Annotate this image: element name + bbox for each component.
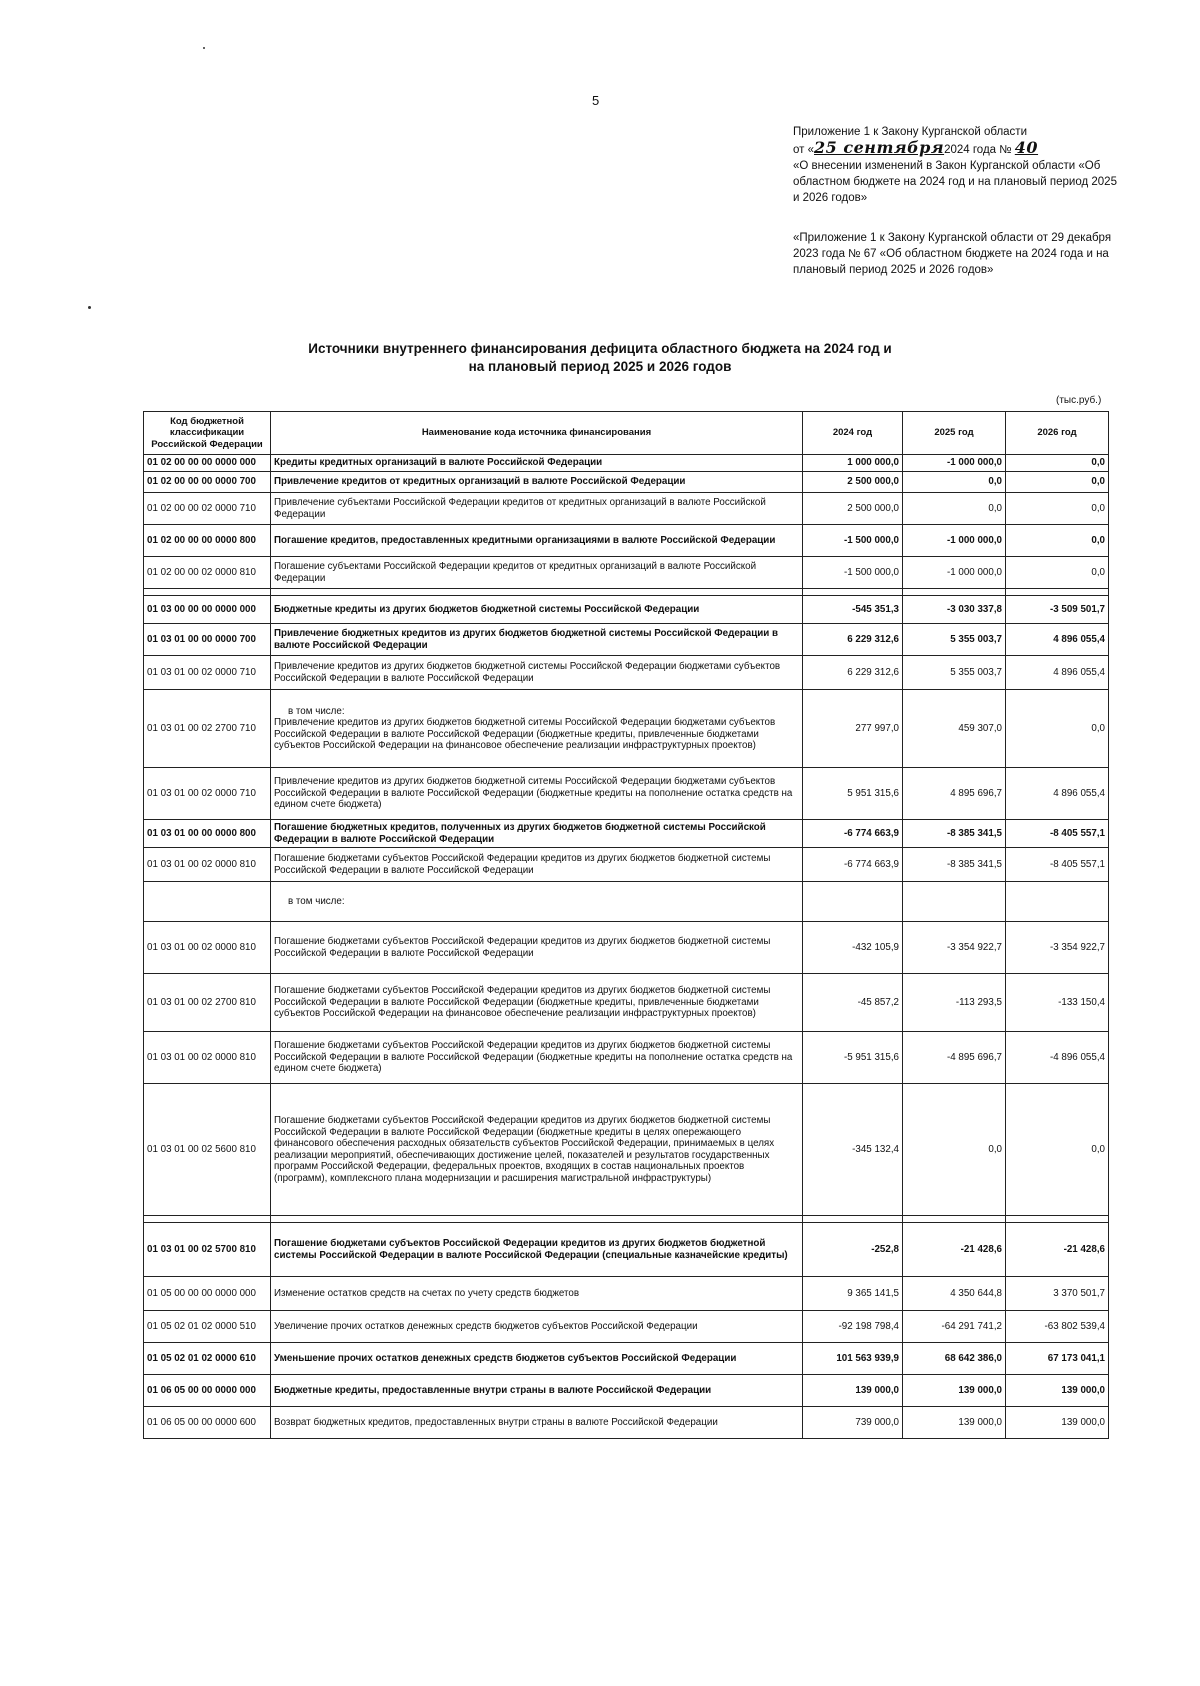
cell-name [271, 525, 803, 557]
table-row [144, 848, 1109, 882]
spacer-cell [803, 1216, 903, 1223]
cell-code: 01 03 01 00 02 0000 710 [144, 656, 271, 690]
cell-2024: 101 563 939,9 [803, 1343, 903, 1375]
header-2024: 2024 год [803, 412, 903, 455]
cell-name-text: Погашение кредитов, предоставленных кредитными организациями в валюте Российской Федерации [274, 534, 776, 546]
table-row [144, 596, 1109, 624]
cell-2026: -8 405 557,1 [1006, 820, 1109, 848]
cell-name [271, 1277, 803, 1311]
annex-line-3: «О внесении изменений в Закон Курганской области «Об областном бюджете на 2024 год и на плановый период 2025 и 2026 годов» [793, 160, 1117, 204]
cell-name [271, 1223, 803, 1277]
cell-2026: 0,0 [1006, 472, 1109, 493]
cell-code: 01 03 01 00 00 0000 700 [144, 624, 271, 656]
table-row [144, 557, 1109, 589]
cell-2026: 0,0 [1006, 690, 1109, 768]
cell-2024: 6 229 312,6 [803, 624, 903, 656]
cell-2026: -21 428,6 [1006, 1223, 1109, 1277]
cell-name [271, 493, 803, 525]
spacer-cell [144, 589, 271, 596]
cell-2024: -5 951 315,6 [803, 1032, 903, 1084]
cell-2026: 4 896 055,4 [1006, 768, 1109, 820]
table-row [144, 1032, 1109, 1084]
header-name: Наименование кода источника финансирования [271, 412, 803, 455]
cell-2024: -252,8 [803, 1223, 903, 1277]
title-line-1: Источники внутреннего финансирования дефицита областного бюджета на 2024 год и [308, 341, 892, 356]
annex-line-1: Приложение 1 к Закону Курганской области [793, 126, 1027, 138]
cell-name [271, 1343, 803, 1375]
cell-name [271, 1375, 803, 1407]
scan-speck [88, 306, 91, 309]
cell-2024: -6 774 663,9 [803, 820, 903, 848]
cell-code: 01 05 00 00 00 0000 000 [144, 1277, 271, 1311]
cell-name [271, 820, 803, 848]
cell-2024: -1 500 000,0 [803, 525, 903, 557]
cell-2026: 139 000,0 [1006, 1407, 1109, 1439]
cell-code: 01 02 00 00 02 0000 710 [144, 493, 271, 525]
cell-name-text: Погашение бюджетами субъектов Российской Федерации кредитов из других бюджетов бюджетной системы Российской Федерации в валюте Российской Федерации [274, 853, 771, 876]
cell-2024: -345 132,4 [803, 1084, 903, 1216]
cell-2024: 2 500 000,0 [803, 472, 903, 493]
table-row [144, 1407, 1109, 1439]
cell-2024: 6 229 312,6 [803, 656, 903, 690]
including-label: в том числе: [288, 705, 345, 717]
cell-2026 [1006, 882, 1109, 922]
cell-2026: -4 896 055,4 [1006, 1032, 1109, 1084]
cell-name [271, 922, 803, 974]
cell-2025: 0,0 [903, 1084, 1006, 1216]
cell-name-text: Бюджетные кредиты из других бюджетов бюджетной системы Российской Федерации [274, 603, 700, 615]
cell-name [271, 974, 803, 1032]
cell-2024: 139 000,0 [803, 1375, 903, 1407]
table-row [144, 882, 1109, 922]
cell-name [271, 1407, 803, 1439]
table-spacer-row [144, 1216, 1109, 1223]
cell-name [271, 472, 803, 493]
cell-2025: 0,0 [903, 472, 1006, 493]
table-spacer-row [144, 589, 1109, 596]
table-row [144, 472, 1109, 493]
cell-2026: 0,0 [1006, 525, 1109, 557]
cell-name-text: Погашение субъектами Российской Федерации кредитов от кредитных организаций в валюте Российской Федерации [274, 561, 757, 584]
cell-name-text: Привлечение субъектами Российской Федерации кредитов от кредитных организаций в валюте Российской Федерации [274, 497, 766, 520]
cell-name-text: Уменьшение прочих остатков денежных средств бюджетов субъектов Российской Федерации [274, 1352, 737, 1364]
cell-2026: -8 405 557,1 [1006, 848, 1109, 882]
table-row [144, 690, 1109, 768]
cell-name [271, 768, 803, 820]
header-2026: 2026 год [1006, 412, 1109, 455]
table-header-row [144, 412, 1109, 455]
cell-code: 01 03 01 00 02 0000 810 [144, 848, 271, 882]
table-row [144, 922, 1109, 974]
title-line-2: на плановый период 2025 и 2026 годов [468, 359, 732, 374]
cell-2026: 3 370 501,7 [1006, 1277, 1109, 1311]
spacer-cell [144, 1216, 271, 1223]
cell-2024: -1 500 000,0 [803, 557, 903, 589]
cell-2025: -1 000 000,0 [903, 525, 1006, 557]
cell-2024: -6 774 663,9 [803, 848, 903, 882]
cell-code: 01 03 01 00 02 0000 810 [144, 922, 271, 974]
cell-name-text: Погашение бюджетами субъектов Российской Федерации кредитов из других бюджетов бюджетной системы Российской Федерации в валюте Российской Федерации (бюджетные кредиты в целях опережающего финансового обеспечения расходных обязательств субъектов Российской Федерации, принимаемых в целях реализации мероприятий, обеспечивающих достижение целей, показателей и результатов государственных программ Российской Федерации, федеральных проектов, входящих в состав национальных проектов (программ), комплексного плана модернизации и расширения магистральной инфраструктуры) [274, 1115, 775, 1184]
cell-code: 01 05 02 01 02 0000 610 [144, 1343, 271, 1375]
spacer-cell [903, 1216, 1006, 1223]
financing-sources-table [143, 411, 1109, 1439]
table-row [144, 1343, 1109, 1375]
cell-2026: 0,0 [1006, 493, 1109, 525]
cell-2024: 5 951 315,6 [803, 768, 903, 820]
cell-name-text: Погашение бюджетных кредитов, полученных из других бюджетов бюджетной системы Российской Федерации в валюте Российской Федерации [274, 822, 766, 845]
cell-2025 [903, 882, 1006, 922]
cell-code: 01 06 05 00 00 0000 000 [144, 1375, 271, 1407]
cell-code: 01 02 00 00 00 0000 700 [144, 472, 271, 493]
cell-2024 [803, 882, 903, 922]
cell-2025: 68 642 386,0 [903, 1343, 1006, 1375]
cell-2026: 67 173 041,1 [1006, 1343, 1109, 1375]
cell-name-text: Увеличение прочих остатков денежных средств бюджетов субъектов Российской Федерации [274, 1320, 698, 1332]
handwritten-number: 40 [1014, 138, 1039, 157]
cell-name [271, 557, 803, 589]
cell-2024: 277 997,0 [803, 690, 903, 768]
cell-name-text: Привлечение кредитов из других бюджетов бюджетной ситемы Российской Федерации бюджетами субъектов Российской Федерации в валюте Российской Федерации (бюджетные кредиты, привлеченные бюджетами субъектов Российской Федерации на финансовое обеспечение реализации инфраструктурных проектов) [274, 717, 776, 751]
cell-name-text: Погашение бюджетами субъектов Российской Федерации кредитов из других бюджетов бюджетной системы Российской Федерации в валюте Российской Федерации (бюджетные кредиты, привлеченные бюджетами субъектов Российской Федерации на финансовое обеспечение реализации инфраструктурных проектов) [274, 985, 771, 1020]
cell-2024: 1 000 000,0 [803, 455, 903, 472]
cell-code: 01 03 00 00 00 0000 000 [144, 596, 271, 624]
cell-name-text: Погашение бюджетами субъектов Российской Федерации кредитов из других бюджетов бюджетной системы Российской Федерации в валюте Российской Федерации (специальные казначейские кредиты) [274, 1238, 788, 1261]
cell-2025: -113 293,5 [903, 974, 1006, 1032]
header-2025: 2025 год [903, 412, 1006, 455]
cell-name [271, 455, 803, 472]
table-body [144, 455, 1109, 1439]
cell-name [271, 1084, 803, 1216]
cell-2024: 739 000,0 [803, 1407, 903, 1439]
cell-2026: 4 896 055,4 [1006, 656, 1109, 690]
cell-code: 01 03 01 00 02 2700 810 [144, 974, 271, 1032]
cell-2024: -545 351,3 [803, 596, 903, 624]
cell-2024: 9 365 141,5 [803, 1277, 903, 1311]
spacer-cell [803, 589, 903, 596]
cell-2025: -3 030 337,8 [903, 596, 1006, 624]
table-row [144, 1277, 1109, 1311]
cell-name-text: Погашение бюджетами субъектов Российской Федерации кредитов из других бюджетов бюджетной системы Российской Федерации в валюте Российской Федерации [274, 936, 771, 959]
cell-2024: -92 198 798,4 [803, 1311, 903, 1343]
cell-code: 01 03 01 00 00 0000 800 [144, 820, 271, 848]
cell-2025: -1 000 000,0 [903, 557, 1006, 589]
spacer-cell [271, 589, 803, 596]
cell-name-text: Привлечение кредитов от кредитных организаций в валюте Российской Федерации [274, 476, 686, 488]
cell-2026: 0,0 [1006, 1084, 1109, 1216]
table-row [144, 624, 1109, 656]
cell-code: 01 03 01 00 02 0000 810 [144, 1032, 271, 1084]
cell-2025: 5 355 003,7 [903, 624, 1006, 656]
cell-name [271, 624, 803, 656]
cell-name [271, 1032, 803, 1084]
page-number: 5 [592, 93, 600, 108]
cell-code: 01 03 01 00 02 5600 810 [144, 1084, 271, 1216]
cell-2024: 2 500 000,0 [803, 493, 903, 525]
cell-2025: -8 385 341,5 [903, 848, 1006, 882]
cell-2026: 0,0 [1006, 557, 1109, 589]
table-row [144, 1084, 1109, 1216]
table-row [144, 820, 1109, 848]
cell-name [271, 848, 803, 882]
table-row [144, 656, 1109, 690]
table-row [144, 493, 1109, 525]
cell-name-text: Кредиты кредитных организаций в валюте Российской Федерации [274, 457, 603, 469]
cell-name-text: Привлечение бюджетных кредитов из других бюджетов бюджетной системы Российской Федерации в валюте Российской Федерации [274, 628, 779, 651]
handwritten-day: 25 сентября [814, 138, 945, 157]
document-title [240, 340, 960, 376]
cell-code [144, 882, 271, 922]
table-row [144, 768, 1109, 820]
cell-name-text: Привлечение кредитов из других бюджетов бюджетной ситемы Российской Федерации бюджетами субъектов Российской Федерации в валюте Российской Федерации (бюджетные кредиты на пополнение остатка средств на едином счете бюджета) [274, 776, 793, 811]
cell-name-text: Изменение остатков средств на счетах по учету средств бюджетов [274, 1287, 580, 1299]
annex-header [793, 124, 1123, 206]
cell-2026: 139 000,0 [1006, 1375, 1109, 1407]
cell-2026: -133 150,4 [1006, 974, 1109, 1032]
cell-name [271, 690, 803, 768]
cell-code: 01 02 00 00 02 0000 810 [144, 557, 271, 589]
cell-name [271, 596, 803, 624]
cell-code: 01 03 01 00 02 0000 710 [144, 768, 271, 820]
cell-name-text: Погашение бюджетами субъектов Российской Федерации кредитов из других бюджетов бюджетной системы Российской Федерации в валюте Российской Федерации (бюджетные кредиты на пополнение остатка средств на едином счете бюджета) [274, 1040, 793, 1075]
cell-2026: -3 354 922,7 [1006, 922, 1109, 974]
cell-code: 01 03 01 00 02 2700 710 [144, 690, 271, 768]
spacer-cell [1006, 1216, 1109, 1223]
cell-2025: -3 354 922,7 [903, 922, 1006, 974]
table-row [144, 455, 1109, 472]
cell-2025: 0,0 [903, 493, 1006, 525]
spacer-cell [1006, 589, 1109, 596]
cell-code: 01 05 02 01 02 0000 510 [144, 1311, 271, 1343]
cell-code: 01 02 00 00 00 0000 800 [144, 525, 271, 557]
previous-annex-reference: «Приложение 1 к Закону Курганской области от 29 декабря 2023 года № 67 «Об областном бюджете на 2024 года и на плановый период 2025 и 2026 годов» [793, 232, 1112, 276]
header-code: Код бюджетной классификации Российской Федерации [144, 412, 271, 455]
cell-name-text: Бюджетные кредиты, предоставленные внутри страны в валюте Российской Федерации [274, 1384, 712, 1396]
cell-2025: -21 428,6 [903, 1223, 1006, 1277]
cell-2025: -4 895 696,7 [903, 1032, 1006, 1084]
table-row [144, 1375, 1109, 1407]
table-row [144, 974, 1109, 1032]
cell-name [271, 656, 803, 690]
cell-2025: -1 000 000,0 [903, 455, 1006, 472]
cell-2025: 139 000,0 [903, 1375, 1006, 1407]
cell-2026: 0,0 [1006, 455, 1109, 472]
scan-speck [203, 47, 205, 49]
cell-name [271, 1311, 803, 1343]
table-row [144, 1223, 1109, 1277]
cell-2024: -432 105,9 [803, 922, 903, 974]
cell-2025: 459 307,0 [903, 690, 1006, 768]
spacer-cell [903, 589, 1006, 596]
table-row [144, 1311, 1109, 1343]
cell-name-text: Возврат бюджетных кредитов, предоставленных внутри страны в валюте Российской Федерации [274, 1416, 718, 1428]
annex-date-line: от «25 сентября2024 года № 40 [793, 138, 1039, 157]
cell-2025: 5 355 003,7 [903, 656, 1006, 690]
units-label: (тыс.руб.) [1056, 395, 1102, 406]
cell-2025: 4 895 696,7 [903, 768, 1006, 820]
spacer-cell [271, 1216, 803, 1223]
cell-2026: -3 509 501,7 [1006, 596, 1109, 624]
cell-name-text: Привлечение кредитов из других бюджетов бюджетной системы Российской Федерации бюджетами субъектов Российской Федерации в валюте Российской Федерации [274, 661, 781, 684]
cell-2025: 4 350 644,8 [903, 1277, 1006, 1311]
cell-2026: 4 896 055,4 [1006, 624, 1109, 656]
cell-code: 01 03 01 00 02 5700 810 [144, 1223, 271, 1277]
cell-code: 01 06 05 00 00 0000 600 [144, 1407, 271, 1439]
cell-2025: 139 000,0 [903, 1407, 1006, 1439]
cell-code: 01 02 00 00 00 0000 000 [144, 455, 271, 472]
cell-2025: -64 291 741,2 [903, 1311, 1006, 1343]
cell-2024: -45 857,2 [803, 974, 903, 1032]
table-row [144, 525, 1109, 557]
cell-2026: -63 802 539,4 [1006, 1311, 1109, 1343]
including-label: в том числе: [288, 895, 345, 907]
cell-2025: -8 385 341,5 [903, 820, 1006, 848]
cell-name [271, 882, 803, 922]
